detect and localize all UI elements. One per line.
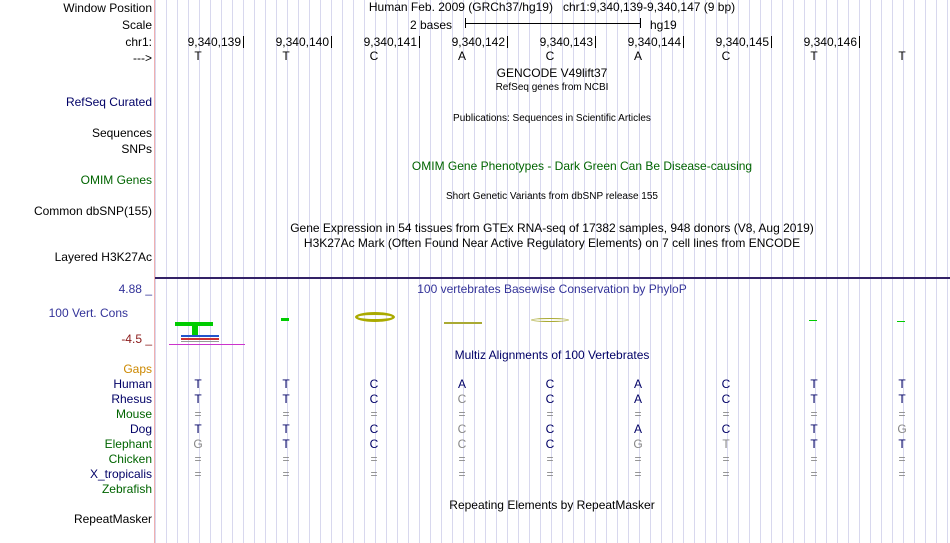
guideline bbox=[265, 0, 266, 543]
phylop-bar bbox=[181, 335, 219, 337]
guideline bbox=[925, 0, 926, 543]
guideline bbox=[672, 0, 673, 543]
alignment-base: = bbox=[810, 467, 818, 481]
reference-base: T bbox=[810, 49, 818, 63]
ruler-tick bbox=[243, 36, 244, 48]
snps-label[interactable]: SNPs bbox=[121, 142, 152, 156]
reference-base: T bbox=[898, 49, 906, 63]
guideline bbox=[826, 0, 827, 543]
alignment-base: = bbox=[810, 452, 818, 466]
alignment-base: T bbox=[282, 392, 290, 406]
refseq-track-title[interactable]: RefSeq genes from NCBI bbox=[495, 82, 609, 93]
guideline bbox=[650, 0, 651, 543]
multiz-track-title[interactable]: Multiz Alignments of 100 Vertebrates bbox=[454, 348, 650, 362]
reference-base: C bbox=[369, 49, 379, 63]
guideline bbox=[881, 0, 882, 543]
alignment-base: T bbox=[722, 437, 730, 451]
alignment-base: T bbox=[810, 392, 818, 406]
guideline bbox=[254, 0, 255, 543]
guideline bbox=[232, 0, 233, 543]
publications-track-title[interactable]: Publications: Sequences in Scientific Articles bbox=[453, 113, 651, 124]
ruler-coordinate: 9,340,139 bbox=[187, 35, 241, 49]
alignment-base: = bbox=[722, 467, 730, 481]
alignment-base: T bbox=[194, 377, 202, 391]
ruler-coordinate: 9,340,140 bbox=[275, 35, 329, 49]
guideline bbox=[661, 0, 662, 543]
ruler-coordinate: 9,340,141 bbox=[363, 35, 417, 49]
gaps-label[interactable]: Gaps bbox=[123, 362, 152, 376]
alignment-base: C bbox=[457, 437, 467, 451]
alignment-base: T bbox=[898, 377, 906, 391]
guideline bbox=[408, 0, 409, 543]
phylop-track-title[interactable]: 100 vertebrates Basewise Conservation by PhyloP bbox=[417, 282, 687, 296]
alignment-base: = bbox=[898, 452, 906, 466]
reference-base: A bbox=[633, 49, 643, 63]
refseq-curated-label[interactable]: RefSeq Curated bbox=[65, 95, 152, 109]
guideline bbox=[793, 0, 794, 543]
alignment-base: T bbox=[810, 437, 818, 451]
alignment-base: A bbox=[633, 377, 643, 391]
window-position-label: Window Position bbox=[63, 1, 152, 15]
sequences-label[interactable]: Sequences bbox=[91, 126, 152, 140]
alignment-base: C bbox=[545, 422, 555, 436]
alignment-base: T bbox=[194, 392, 202, 406]
alignment-base: T bbox=[282, 437, 290, 451]
guideline bbox=[749, 0, 750, 543]
alignment-base: T bbox=[898, 392, 906, 406]
assembly-name: Human Feb. 2009 (GRCh37/hg19) bbox=[368, 0, 553, 14]
phylop-bar bbox=[281, 318, 289, 321]
omim-track-title[interactable]: OMIM Gene Phenotypes - Dark Green Can Be Disease-causing bbox=[411, 159, 753, 173]
alignment-base: T bbox=[898, 437, 906, 451]
alignment-base: A bbox=[633, 422, 643, 436]
guideline bbox=[936, 0, 937, 543]
guideline bbox=[914, 0, 915, 543]
ruler-tick bbox=[595, 36, 596, 48]
alignment-base: = bbox=[194, 467, 202, 481]
track-label-panel bbox=[0, 0, 154, 543]
layered-h3k27ac-label[interactable]: Layered H3K27Ac bbox=[54, 250, 152, 264]
species-label[interactable]: Dog bbox=[129, 422, 152, 436]
alignment-base: T bbox=[810, 377, 818, 391]
guideline bbox=[892, 0, 893, 543]
guideline bbox=[760, 0, 761, 543]
guideline bbox=[617, 0, 618, 543]
guideline bbox=[188, 0, 189, 543]
vert-cons-label[interactable]: 100 Vert. Cons bbox=[48, 306, 128, 320]
dbsnp-track-title[interactable]: Short Genetic Variants from dbSNP release 155 bbox=[446, 191, 658, 202]
guideline bbox=[782, 0, 783, 543]
repeatmasker-label[interactable]: RepeatMasker bbox=[73, 512, 152, 526]
guideline bbox=[628, 0, 629, 543]
ruler-tick bbox=[331, 36, 332, 48]
guideline bbox=[364, 0, 365, 543]
alignment-base: = bbox=[282, 452, 290, 466]
species-label[interactable]: Rhesus bbox=[111, 392, 152, 406]
guideline bbox=[694, 0, 695, 543]
alignment-base: = bbox=[370, 407, 378, 421]
alignment-base: = bbox=[722, 452, 730, 466]
alignment-base: C bbox=[545, 437, 555, 451]
guideline bbox=[705, 0, 706, 543]
alignment-base: C bbox=[721, 392, 731, 406]
guideline bbox=[298, 0, 299, 543]
guideline bbox=[155, 0, 156, 543]
guideline bbox=[947, 0, 948, 543]
ruler-tick bbox=[419, 36, 420, 48]
repeatmasker-track-title[interactable]: Repeating Elements by RepeatMasker bbox=[449, 498, 655, 512]
phylop-baseline bbox=[169, 344, 245, 345]
alignment-base: = bbox=[634, 452, 642, 466]
guideline bbox=[485, 0, 486, 543]
section-separator bbox=[155, 277, 950, 279]
alignment-base: = bbox=[458, 467, 466, 481]
guideline bbox=[243, 0, 244, 543]
guideline bbox=[452, 0, 453, 543]
phylop-base-logo bbox=[531, 318, 569, 322]
guideline bbox=[738, 0, 739, 543]
gencode-track-title[interactable]: GENCODE V49lift37 bbox=[496, 66, 608, 80]
guideline bbox=[848, 0, 849, 543]
alignment-base: = bbox=[282, 467, 290, 481]
guideline bbox=[859, 0, 860, 543]
alignment-base: G bbox=[193, 437, 203, 451]
guideline bbox=[419, 0, 420, 543]
alignment-base: = bbox=[546, 452, 554, 466]
alignment-base: = bbox=[810, 407, 818, 421]
alignment-base: = bbox=[370, 467, 378, 481]
guideline bbox=[386, 0, 387, 543]
alignment-base: C bbox=[721, 422, 731, 436]
alignment-base: C bbox=[369, 377, 379, 391]
alignment-base: = bbox=[458, 407, 466, 421]
alignment-base: C bbox=[545, 377, 555, 391]
alignment-base: C bbox=[721, 377, 731, 391]
guideline bbox=[716, 0, 717, 543]
phylop-base-logo bbox=[355, 312, 395, 322]
alignment-base: C bbox=[369, 422, 379, 436]
scale-bar-text: 2 bases bbox=[410, 18, 453, 32]
phylop-bar bbox=[897, 321, 905, 322]
guideline bbox=[309, 0, 310, 543]
alignment-base: C bbox=[457, 392, 467, 406]
guideline bbox=[331, 0, 332, 543]
alignment-base: T bbox=[194, 422, 202, 436]
ruler-tick bbox=[771, 36, 772, 48]
alignment-base: = bbox=[722, 407, 730, 421]
vert-cons-max-label: 4.88 _ bbox=[118, 282, 152, 296]
guideline bbox=[441, 0, 442, 543]
scale-bar-db: hg19 bbox=[650, 18, 677, 32]
window-position-text bbox=[369, 0, 735, 14]
ruler-coordinate: 9,340,142 bbox=[451, 35, 505, 49]
alignment-base: A bbox=[457, 377, 467, 391]
alignment-base: = bbox=[898, 467, 906, 481]
chr1-label: chr1: bbox=[125, 35, 152, 49]
ruler-coordinate: 9,340,146 bbox=[803, 35, 857, 49]
alignment-base: = bbox=[282, 407, 290, 421]
guideline bbox=[221, 0, 222, 543]
guideline bbox=[870, 0, 871, 543]
species-label[interactable]: Mouse bbox=[115, 407, 152, 421]
phylop-bar bbox=[444, 322, 482, 324]
omim-genes-label[interactable]: OMIM Genes bbox=[80, 173, 152, 187]
phylop-bar bbox=[181, 338, 219, 340]
alignment-base: = bbox=[194, 452, 202, 466]
alignment-base: = bbox=[458, 452, 466, 466]
alignment-base: = bbox=[898, 407, 906, 421]
alignment-base: C bbox=[369, 437, 379, 451]
ruler-tick bbox=[859, 36, 860, 48]
species-label[interactable]: X_tropicalis bbox=[89, 467, 152, 481]
common-dbsnp-label[interactable]: Common dbSNP(155) bbox=[33, 204, 152, 218]
reference-base: A bbox=[457, 49, 467, 63]
alignment-base: = bbox=[634, 407, 642, 421]
phylop-bar bbox=[181, 341, 219, 342]
guideline bbox=[397, 0, 398, 543]
species-label[interactable]: Human bbox=[113, 377, 152, 391]
h3k27ac-track-title[interactable]: H3K27Ac Mark (Often Found Near Active Regulatory Elements) on 7 cell lines from ENCODE bbox=[303, 236, 801, 250]
guideline bbox=[342, 0, 343, 543]
alignment-base: C bbox=[545, 392, 555, 406]
guideline bbox=[276, 0, 277, 543]
alignment-base: C bbox=[457, 422, 467, 436]
alignment-base: = bbox=[546, 467, 554, 481]
vert-cons-min-label: -4.5 _ bbox=[121, 332, 152, 346]
guideline bbox=[771, 0, 772, 543]
alignment-base: G bbox=[633, 437, 643, 451]
scale-label: Scale bbox=[121, 18, 152, 32]
alignment-base: C bbox=[369, 392, 379, 406]
guideline bbox=[353, 0, 354, 543]
guideline bbox=[430, 0, 431, 543]
guideline bbox=[804, 0, 805, 543]
guideline bbox=[320, 0, 321, 543]
guideline bbox=[210, 0, 211, 543]
guideline bbox=[177, 0, 178, 543]
guideline bbox=[166, 0, 167, 543]
alignment-base: = bbox=[546, 407, 554, 421]
strand-arrow-label[interactable]: ---> bbox=[133, 51, 152, 65]
alignment-base: = bbox=[370, 452, 378, 466]
ruler-coordinate: 9,340,144 bbox=[627, 35, 681, 49]
phylop-bar bbox=[809, 320, 817, 321]
species-label[interactable]: Elephant bbox=[104, 437, 152, 451]
alignment-base: = bbox=[634, 467, 642, 481]
guideline bbox=[683, 0, 684, 543]
alignment-base: T bbox=[810, 422, 818, 436]
species-label[interactable]: Zebrafish bbox=[101, 482, 152, 496]
alignment-base: T bbox=[282, 422, 290, 436]
ruler-tick bbox=[683, 36, 684, 48]
species-label[interactable]: Chicken bbox=[108, 452, 152, 466]
alignment-base: A bbox=[633, 392, 643, 406]
reference-base: T bbox=[282, 49, 290, 63]
alignment-base: G bbox=[897, 422, 907, 436]
ruler-coordinate: 9,340,145 bbox=[715, 35, 769, 49]
alignment-base: T bbox=[282, 377, 290, 391]
track-display-area[interactable] bbox=[155, 0, 950, 543]
genomic-position: chr1:9,340,139-9,340,147 (9 bp) bbox=[563, 0, 736, 14]
alignment-base: = bbox=[194, 407, 202, 421]
guideline bbox=[837, 0, 838, 543]
reference-base: C bbox=[721, 49, 731, 63]
gtex-track-title[interactable]: Gene Expression in 54 tissues from GTEx RNA-seq of 17382 samples, 948 donors (V8, Aug 2019) bbox=[290, 221, 814, 235]
guideline bbox=[474, 0, 475, 543]
reference-base: T bbox=[194, 49, 202, 63]
ruler-tick bbox=[507, 36, 508, 48]
ruler-coordinate: 9,340,143 bbox=[539, 35, 593, 49]
reference-base: C bbox=[545, 49, 555, 63]
